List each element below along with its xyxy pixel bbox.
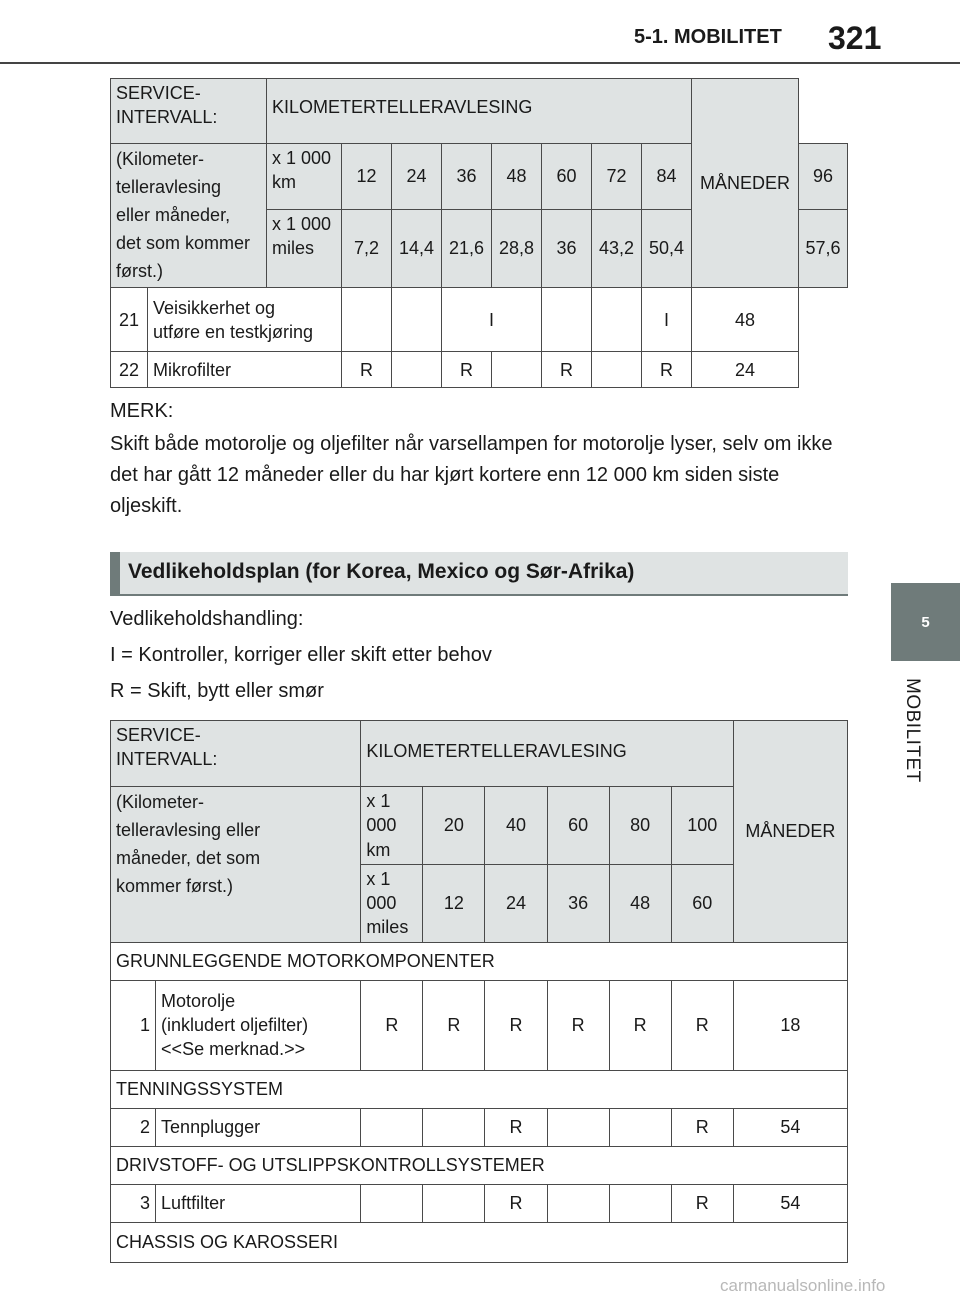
- action-cell: [361, 1108, 423, 1146]
- item-name: Tennplugger: [156, 1108, 361, 1146]
- group-title: DRIVSTOFF- OG UTSLIPPSKONTROLLSYSTEMER: [111, 1146, 848, 1184]
- months-value: 48: [692, 288, 799, 352]
- item-number: 22: [111, 352, 148, 388]
- action-cell: [492, 352, 542, 388]
- chapter-tab[interactable]: [891, 583, 960, 661]
- action-cell: R: [361, 980, 423, 1070]
- action-cell: [547, 1108, 609, 1146]
- action-cell: [542, 288, 592, 352]
- group-title: GRUNNLEGGENDE MOTORKOMPONENTER: [111, 942, 848, 980]
- action-cell: [423, 1184, 485, 1222]
- group-title: TENNINGSSYSTEM: [111, 1070, 848, 1108]
- miles-value: 50,4: [642, 209, 692, 288]
- action-cell: [423, 1108, 485, 1146]
- item-number: 21: [111, 288, 148, 352]
- section-title: 5-1. MOBILITET: [634, 26, 782, 48]
- km-value: 40: [485, 787, 547, 865]
- km-value: 60: [542, 144, 592, 210]
- table-row: [111, 288, 848, 352]
- km-value: 96: [799, 144, 848, 210]
- service-interval-header: SERVICE- INTERVALL:: [111, 721, 361, 787]
- item-name: Mikrofilter: [148, 352, 342, 388]
- miles-value: 43,2: [592, 209, 642, 288]
- service-interval-header: SERVICE- INTERVALL:: [111, 79, 267, 144]
- action-cell: R: [485, 980, 547, 1070]
- note-title: MERK:: [110, 400, 174, 422]
- chapter-tab-number: 5: [921, 613, 930, 631]
- miles-unit-label: x 1 000 miles: [361, 864, 423, 942]
- km-value: 100: [671, 787, 733, 865]
- section-banner-title: Vedlikeholdsplan (for Korea, Mexico og Sør-Afrika): [128, 560, 635, 583]
- action-cell: R: [485, 1184, 547, 1222]
- action-cell: R: [671, 980, 733, 1070]
- months-header: MÅNEDER: [692, 79, 799, 288]
- group-row: [111, 942, 848, 980]
- km-value: 80: [609, 787, 671, 865]
- note-body: Skift både motorolje og oljefilter når varsellampen for motorolje lyser, selv om ikke det har gått 12 måneder eller du har kjørt kortere enn 12 000 km siden siste oljeskift.: [110, 433, 833, 517]
- table-row: [111, 1184, 848, 1222]
- interval-note: (Kilometer- telleravlesing eller måneder, det som kommer først.): [111, 787, 361, 943]
- item-name: Motorolje (inkludert oljefilter) <<Se merknad.>>: [156, 980, 361, 1070]
- km-value: 48: [492, 144, 542, 210]
- miles-value: 24: [485, 864, 547, 942]
- action-cell: R: [547, 980, 609, 1070]
- km-value: 84: [642, 144, 692, 210]
- miles-value: 36: [542, 209, 592, 288]
- km-value: 36: [442, 144, 492, 210]
- km-value: 20: [423, 787, 485, 865]
- miles-value: 28,8: [492, 209, 542, 288]
- action-cell: R: [423, 980, 485, 1070]
- months-value: 54: [733, 1108, 847, 1146]
- action-cell: R: [442, 352, 492, 388]
- legend-replace: R = Skift, bytt eller smør: [110, 680, 324, 702]
- km-unit-label: x 1 000 km: [361, 787, 423, 865]
- km-value: 12: [342, 144, 392, 210]
- action-cell: R: [542, 352, 592, 388]
- action-cell: [361, 1184, 423, 1222]
- legend-title: Vedlikeholdshandling:: [110, 608, 304, 630]
- months-value: 18: [733, 980, 847, 1070]
- action-cell: R: [485, 1108, 547, 1146]
- page-header: [0, 0, 960, 64]
- km-value: 72: [592, 144, 642, 210]
- miles-unit-label: x 1 000 miles: [267, 209, 342, 288]
- action-cell: R: [671, 1108, 733, 1146]
- action-cell: R: [671, 1184, 733, 1222]
- group-row: [111, 1070, 848, 1108]
- odometer-header: KILOMETERTELLERAVLESING: [361, 721, 733, 787]
- action-cell: R: [609, 980, 671, 1070]
- item-number: 2: [111, 1108, 156, 1146]
- km-value: 24: [392, 144, 442, 210]
- watermark: carmanualsonline.info: [720, 1276, 886, 1295]
- action-cell: [547, 1184, 609, 1222]
- action-cell: [392, 288, 442, 352]
- km-unit-label: x 1 000 km: [267, 144, 342, 210]
- odometer-header: KILOMETERTELLERAVLESING: [267, 79, 692, 144]
- miles-value: 36: [547, 864, 609, 942]
- action-cell: [342, 288, 392, 352]
- action-cell: R: [642, 352, 692, 388]
- legend-inspect: I = Kontroller, korriger eller skift etter behov: [110, 644, 492, 666]
- months-header: MÅNEDER: [733, 721, 847, 943]
- interval-note: (Kilometer- telleravlesing eller måneder, det som kommer først.): [111, 144, 267, 288]
- action-cell: [592, 352, 642, 388]
- miles-value: 57,6: [799, 209, 848, 288]
- maintenance-table-continued: [110, 78, 848, 388]
- item-name: Luftfilter: [156, 1184, 361, 1222]
- group-title: CHASSIS OG KAROSSERI: [111, 1222, 848, 1262]
- km-value: 60: [547, 787, 609, 865]
- group-row: [111, 1222, 848, 1262]
- chapter-side-label: MOBILITET: [902, 678, 923, 783]
- action-cell: [609, 1184, 671, 1222]
- maintenance-table: [110, 720, 848, 1263]
- group-row: [111, 1146, 848, 1184]
- table-row: [111, 1108, 848, 1146]
- months-value: 54: [733, 1184, 847, 1222]
- section-banner: [110, 552, 848, 596]
- miles-value: 12: [423, 864, 485, 942]
- miles-value: 21,6: [442, 209, 492, 288]
- item-name: Veisikkerhet og utføre en testkjøring: [148, 288, 342, 352]
- action-cell: R: [342, 352, 392, 388]
- miles-value: 7,2: [342, 209, 392, 288]
- miles-value: 60: [671, 864, 733, 942]
- item-number: 1: [111, 980, 156, 1070]
- miles-value: 48: [609, 864, 671, 942]
- action-cell: [609, 1108, 671, 1146]
- action-cell: I: [442, 288, 542, 352]
- item-number: 3: [111, 1184, 156, 1222]
- action-cell: [392, 352, 442, 388]
- table-row: [111, 352, 848, 388]
- action-cell: I: [642, 288, 692, 352]
- miles-value: 14,4: [392, 209, 442, 288]
- months-value: 24: [692, 352, 799, 388]
- page-number: 321: [828, 20, 882, 56]
- action-cell: [592, 288, 642, 352]
- table-row: [111, 980, 848, 1070]
